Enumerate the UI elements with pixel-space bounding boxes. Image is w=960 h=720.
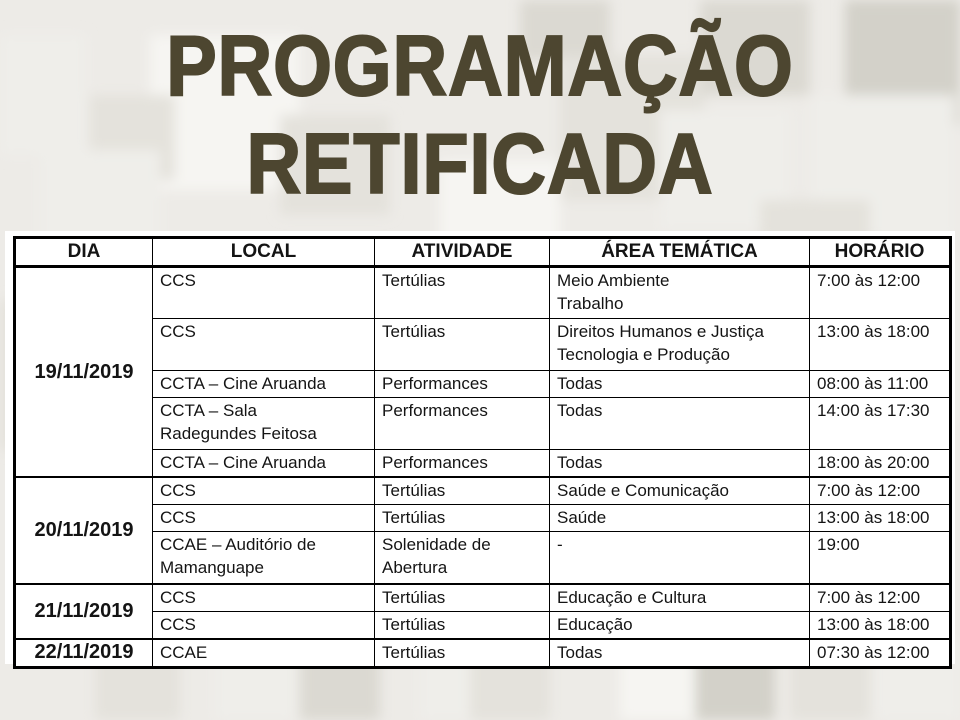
area-cell: Todas [550,398,810,450]
atividade-cell: Tertúlias [375,505,550,532]
local-cell: CCS [153,584,375,612]
table-row [15,267,951,319]
atividade-cell: Tertúlias [375,267,550,319]
schedule-table [13,236,952,669]
local-cell: CCS [153,477,375,505]
local-cell: CCS [153,505,375,532]
title-line-2: RETIFICADA [246,117,714,212]
atividade-cell: Tertúlias [375,611,550,639]
date-cell: 19/11/2019 [15,267,153,478]
horario-cell: 7:00 às 12:00 [810,477,951,505]
atividade-cell: Solenidade de Abertura [375,532,550,584]
atividade-cell: Performances [375,398,550,450]
table-row [15,371,951,398]
horario-cell: 14:00 às 17:30 [810,398,951,450]
area-cell: Todas [550,450,810,478]
area-cell: Saúde [550,505,810,532]
atividade-cell: Tertúlias [375,584,550,612]
date-cell: 21/11/2019 [15,584,153,639]
area-cell: - [550,532,810,584]
area-cell: Saúde e Comunicação [550,477,810,505]
local-cell: CCTA – Cine Aruanda [153,371,375,398]
table-row [15,584,951,612]
table-row [15,477,951,505]
horario-cell: 13:00 às 18:00 [810,505,951,532]
atividade-cell: Performances [375,450,550,478]
horario-cell: 7:00 às 12:00 [810,584,951,612]
local-cell: CCS [153,319,375,371]
area-cell: Todas [550,371,810,398]
date-cell: 20/11/2019 [15,477,153,584]
table-row [15,532,951,584]
table-row [15,505,951,532]
horario-cell: 18:00 às 20:00 [810,450,951,478]
column-header-local: LOCAL [153,238,375,267]
title-line-1: PROGRAMAÇÃO [166,19,794,114]
column-header-horario: HORÁRIO [810,238,951,267]
table-panel [5,231,955,664]
local-cell: CCAE [153,639,375,668]
local-cell: CCTA – Sala Radegundes Feitosa [153,398,375,450]
table-row [15,450,951,478]
slide-title [0,18,960,214]
area-cell: Todas [550,639,810,668]
horario-cell: 07:30 às 12:00 [810,639,951,668]
header-row [15,238,951,267]
column-header-atividade: ATIVIDADE [375,238,550,267]
local-cell: CCS [153,267,375,319]
atividade-cell: Tertúlias [375,319,550,371]
table-row [15,398,951,450]
area-cell: Educação e Cultura [550,584,810,612]
table-row [15,319,951,371]
local-cell: CCTA – Cine Aruanda [153,450,375,478]
atividade-cell: Tertúlias [375,477,550,505]
atividade-cell: Tertúlias [375,639,550,668]
horario-cell: 13:00 às 18:00 [810,611,951,639]
area-cell: Meio Ambiente Trabalho [550,267,810,319]
local-cell: CCS [153,611,375,639]
horario-cell: 7:00 às 12:00 [810,267,951,319]
horario-cell: 08:00 às 11:00 [810,371,951,398]
atividade-cell: Performances [375,371,550,398]
schedule-table-body [15,267,951,668]
date-cell: 22/11/2019 [15,639,153,668]
horario-cell: 13:00 às 18:00 [810,319,951,371]
local-cell: CCAE – Auditório de Mamanguape [153,532,375,584]
table-row [15,639,951,668]
column-header-area: ÁREA TEMÁTICA [550,238,810,267]
column-header-dia: DIA [15,238,153,267]
table-row [15,611,951,639]
area-cell: Educação [550,611,810,639]
horario-cell: 19:00 [810,532,951,584]
area-cell: Direitos Humanos e Justiça Tecnologia e Produção [550,319,810,371]
